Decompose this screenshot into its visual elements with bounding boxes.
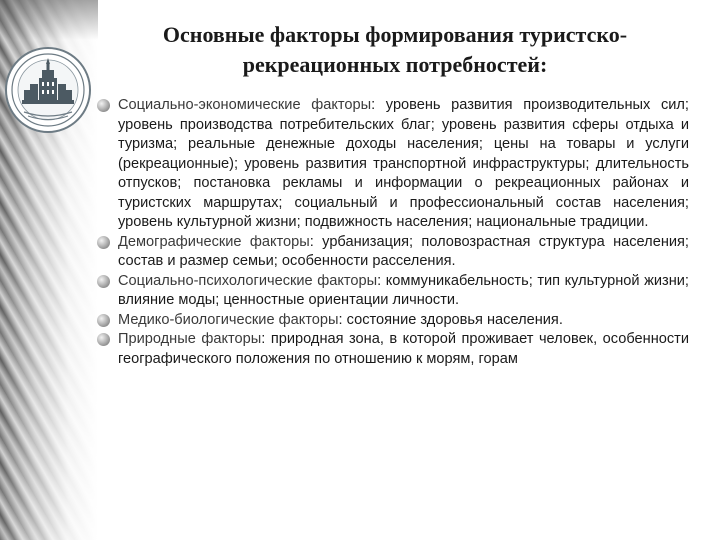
- list-item: [97, 272, 689, 311]
- university-emblem-icon: [4, 46, 92, 134]
- factor-term: Социально-психологические факторы: [118, 272, 378, 289]
- list-item: [97, 233, 689, 272]
- factor-term: Природные факторы: [118, 331, 262, 347]
- title-line: рекреационных потребностей:: [242, 52, 548, 77]
- list-item: [97, 330, 689, 369]
- round-bullet-icon: [97, 99, 110, 112]
- factor-description: : состояние здоровья населения.: [338, 311, 563, 328]
- factor-description: : уровень развития производительных сил; уровень производства потребительских благ; уровень развития сферы отдыха и туризма; реальные денежные доходы населения; цены на товары и услуги (рекреационные); уровень развития транспортной инфраструктуры; длительность отпусков; постановка рекламы и информации о рекреационных районах и туристских маршрутах; социальный и профессиональный состав населения; уровень культурной жизни; подвижность населения; национальные традиции.: [118, 97, 689, 230]
- round-bullet-icon: [97, 333, 110, 346]
- factor-list: [97, 96, 689, 369]
- list-item: [97, 96, 689, 233]
- factor-term: Демографические факторы: [118, 233, 310, 250]
- factor-description: : коммуникабельность; тип культурной жизни; влияние моды; ценностные ориентации личности.: [118, 272, 689, 308]
- page-title: [100, 20, 690, 80]
- factor-description: : природная зона, в которой проживает человек, особенности географического положения по отношению к морям, горам: [118, 331, 689, 367]
- factor-term: Медико-биологические факторы: [118, 311, 339, 328]
- round-bullet-icon: [97, 275, 110, 288]
- round-bullet-icon: [97, 236, 110, 249]
- factor-term: Социально-экономические факторы: [118, 97, 372, 113]
- list-item: [97, 311, 689, 331]
- decorative-top-band: [0, 0, 98, 40]
- factor-description: : урбанизация; половозрастная структура населения; состав и размер семьи; особенности расселения.: [118, 233, 689, 269]
- title-line: Основные факторы формирования туристско-: [162, 22, 628, 47]
- round-bullet-icon: [97, 314, 110, 327]
